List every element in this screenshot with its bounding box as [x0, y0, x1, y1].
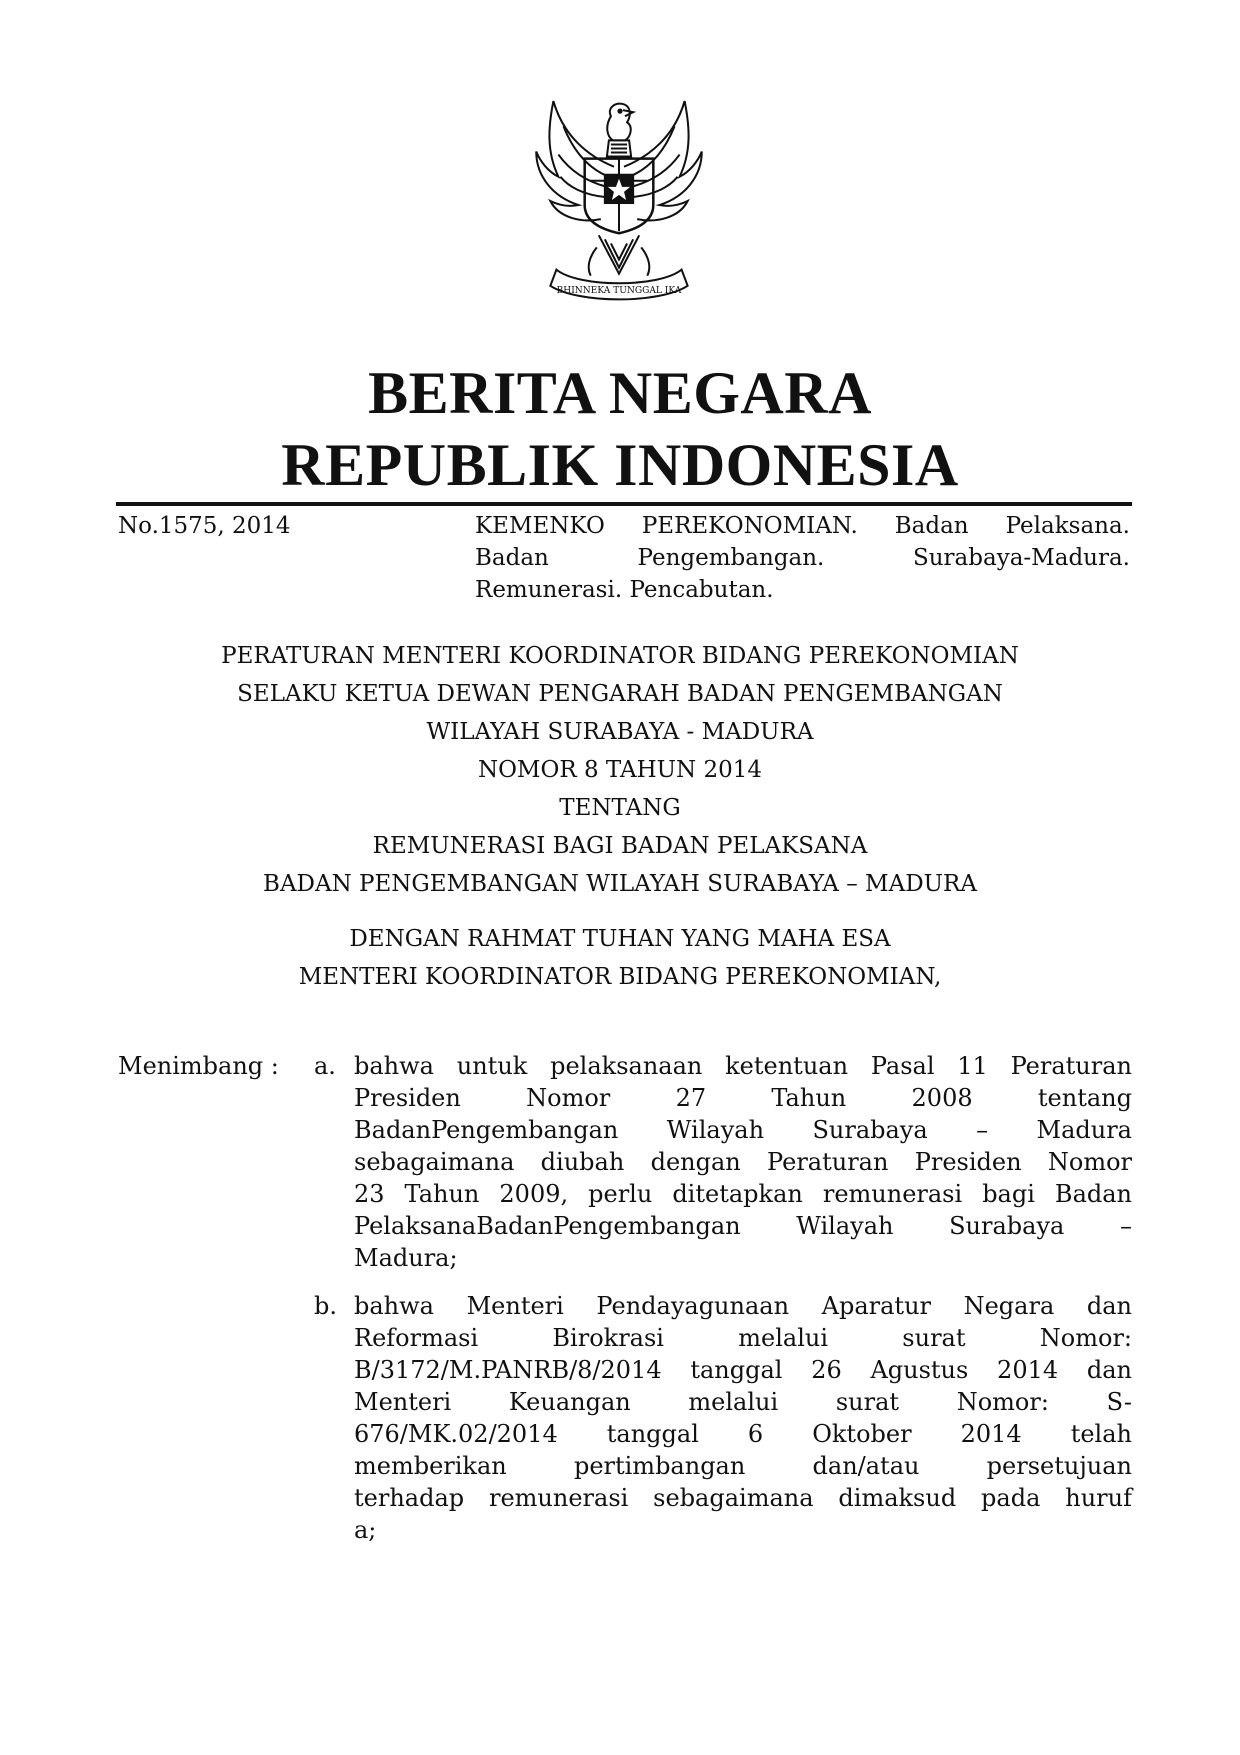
emblem-motto: BHINNEKA TUNGGAL IKA — [556, 285, 682, 296]
title-line: PERATURAN MENTERI KOORDINATOR BIDANG PEREKONOMIAN — [221, 643, 1019, 669]
subject-line: KEMENKO PEREKONOMIAN. Badan Pelaksana. — [475, 513, 1130, 539]
item-line: Reformasi Birokrasi melalui surat Nomor: — [354, 1324, 1132, 1352]
masthead-line-1: BERITA NEGARA — [368, 360, 872, 426]
masthead-line-2: REPUBLIK INDONESIA — [281, 432, 959, 498]
considerations-label: Menimbang : — [118, 1052, 279, 1080]
title-line: REMUNERASI BAGI BADAN PELAKSANA — [372, 833, 868, 859]
subject-line: Badan Pengembangan. Surabaya-Madura. — [475, 545, 1130, 571]
item-line: bahwa Menteri Pendayagunaan Aparatur Negara dan — [354, 1292, 1132, 1320]
preamble — [0, 920, 1240, 996]
title-line: SELAKU KETUA DEWAN PENGARAH BADAN PENGEMBANGAN — [237, 681, 1003, 707]
item-marker: b. — [314, 1292, 337, 1320]
title-line: NOMOR 8 TAHUN 2014 — [477, 757, 763, 783]
item-line: memberikan pertimbangan dan/atau persetujuan — [354, 1452, 1132, 1480]
garuda-pancasila-emblem-icon — [518, 96, 720, 308]
subject-line: Remunerasi. Pencabutan. — [475, 577, 774, 603]
item-line: a; — [354, 1516, 377, 1544]
item-line: Madura; — [354, 1244, 458, 1272]
item-marker: a. — [314, 1052, 336, 1080]
item-line: terhadap remunerasi sebagaimana dimaksud pada huruf — [354, 1484, 1132, 1512]
item-body — [354, 1290, 1132, 1546]
item-line: bahwa untuk pelaksanaan ketentuan Pasal 11 Peraturan — [354, 1052, 1132, 1080]
gazette-number: No.1575, 2014 — [118, 513, 291, 539]
item-line: 676/MK.02/2014 tanggal 6 Oktober 2014 telah — [354, 1420, 1132, 1448]
gazette-subject — [475, 510, 1130, 606]
title-line: TENTANG — [559, 795, 681, 821]
regulation-title — [0, 637, 1240, 903]
item-line: sebagaimana diubah dengan Peraturan Presiden Nomor — [354, 1148, 1132, 1176]
item-line: 23 Tahun 2009, perlu ditetapkan remunerasi bagi Badan — [354, 1180, 1132, 1208]
preamble-line: MENTERI KOORDINATOR BIDANG PEREKONOMIAN, — [298, 964, 942, 990]
item-line: Menteri Keuangan melalui surat Nomor: S- — [354, 1388, 1132, 1416]
item-body — [354, 1050, 1132, 1274]
item-line: PelaksanaBadanPengembangan Wilayah Surabaya – — [354, 1212, 1132, 1240]
item-line: B/3172/M.PANRB/8/2014 tanggal 26 Agustus 2014 dan — [354, 1356, 1132, 1384]
header-divider — [116, 502, 1132, 506]
item-line: Presiden Nomor 27 Tahun 2008 tentang — [354, 1084, 1132, 1112]
item-line: BadanPengembangan Wilayah Surabaya – Madura — [354, 1116, 1132, 1144]
title-line: WILAYAH SURABAYA - MADURA — [426, 719, 814, 745]
title-line: BADAN PENGEMBANGAN WILAYAH SURABAYA – MADURA — [263, 871, 977, 897]
preamble-line: DENGAN RAHMAT TUHAN YANG MAHA ESA — [349, 926, 891, 952]
